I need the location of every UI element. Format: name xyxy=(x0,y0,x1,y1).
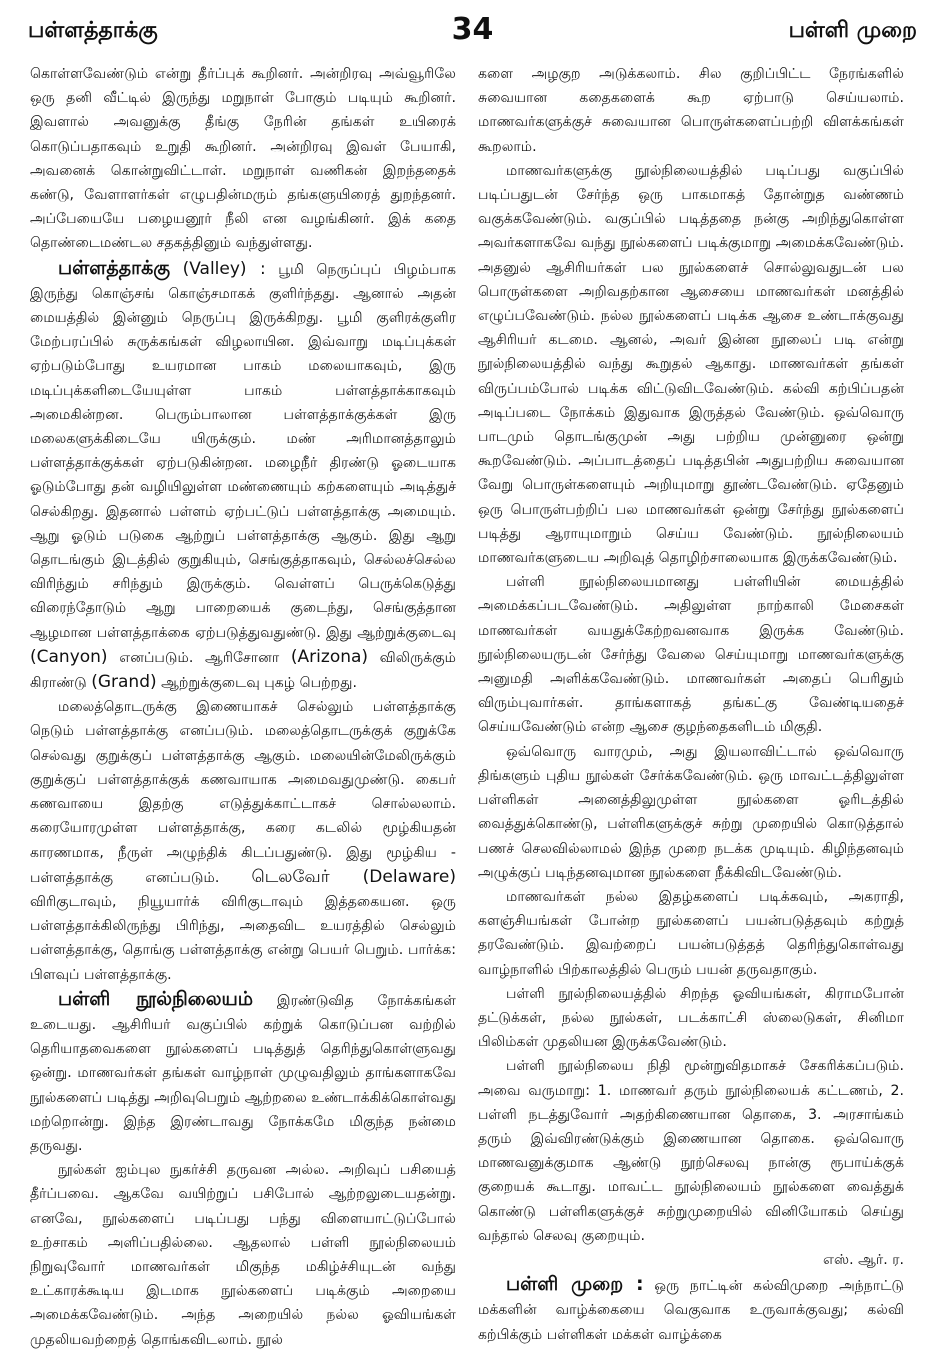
valley-text-2: எனப்படும். ஆரிசோனா xyxy=(119,649,280,666)
paragraph-library-3: களை அழகுற அடுக்கலாம். சில குறிப்பிட்ட நேரங்களில் சுவையான கதைகளைக் கூற ஏற்பாடு செய்யலாம். மாணவர்களுக்குச் சுவையான பொருள்களைப்பற்றி விளக்கங்கள் கூறலாம். xyxy=(478,66,904,155)
valley-text-4: ஆற்றுக்குடைவு புகழ் பெற்றது. xyxy=(161,675,357,692)
valley-text-1: பூமி நெருப்புப் பிழம்பாக இருந்து கொஞ்சங் கொஞ்சமாகக் குளிர்ந்தது. ஆனால் அதன் மையத்தில் இன்னும் நெருப்பு இருக்கிறது. பூமி குளிரக்குளிர மேற்பரப்பில் சுருக்கங்கள் விழலாயின. இவ்வாறு மடிப்புக்கள் ஏற்படும்போது உயரமான பாகம் மலையாகவும், இரு மடிப்புக்களிடையேயுள்ள பாகம் பள்ளத்தாக்காகவும் அமைகின்றன. பெரும்பாலான பள்ளத்தாக்குக்கள் இரு மலைகளுக்கிடையே யிருக்கும். மண் அரிமானத்தாலும் பள்ளத்தாக்குக்கள் ஏற்படுகின்றன. மழைநீர் திரண்டு ஓடையாக ஓடும்போது தன் வழியிலுள்ள மண்ணையும் கற்களையும் அடித்துச் செல்கிறது. இதனால் பள்ளம் ஏற்பட்டுப் பள்ளத்தாக்கு அமையும். ஆறு ஓடும் படுகை ஆற்றுப் பள்ளத்தாக்கு ஆகும். இது ஆறு தொடங்கும் இடத்தில் குறுகியும், செங்குத்தாகவும், செல்லச்செல்ல விரிந்தும் சரிந்தும் இருக்கும். வெள்ளப் பெருக்கெடுத்து விரைந்தோடும் ஆறு பாறையைக் குடைந்து, செங்குத்தான ஆழமான பள்ளத்தாக்கை ஏற்படுத்துவதுண்டு. இது ஆற்றுக்குடைவு xyxy=(30,261,457,641)
right-column xyxy=(478,62,904,1347)
paragraph-library-7: மாணவர்கள் நல்ல இதழ்களைப் படிக்கவும், அகராதி, களஞ்சியங்கள் போன்ற நூல்களைப் பயன்படுத்தவும் கற்றுத் தரவேண்டும். இவற்றைப் பயன்படுத்தத் தெரிந்துகொள்வது வாழ்நாளில் பிற்காலத்தில் பெரும் பயன் தருவதாகும். xyxy=(478,888,904,978)
library-text-1: இரண்டுவித நோக்கங்கள் உடையது. ஆசிரியர் வகுப்பில் கற்றுக் கொடுப்பன வற்றில் தெரியாதவைகளை நூல்களைப் படித்துத் தெரிந்துகொள்ளுவது ஒன்று. மாணவர்கள் தங்கள் வாழ்நாள் முழுவதிலும் தாங்களாகவே நூல்களைப் படித்து அறிவுபெறும் ஆற்றலை உண்டாக்கிக்கொள்வது மற்றொன்று. இந்த இரண்டாவது நோக்கமே மிகுந்த நன்மை தருவது. xyxy=(30,992,457,1154)
valley-types-text: மலைத்தொடருக்கு இணையாகச் செல்லும் பள்ளத்தாக்கு நெடும் பள்ளத்தாக்கு எனப்படும். மலைத்தொடருக்குக் குறுக்கே செல்வது குறுக்குப் பள்ளத்தாக்கு ஆகும். மலையின்மேலிருக்கும் குறுக்குப் பள்ளத்தாக்குக் கணவாயாக அமைவதுமுண்டு. கைபர் கணவாயை இதற்கு எடுத்துக்காட்டாகச் சொல்லலாம். கரையோரமுள்ள பள்ளத்தாக்கு, கரை கடலில் மூழ்கியதன் காரணமாக, நீருள் அழுந்திக் கிடப்பதுண்டு. இது மூழ்கிய - பள்ளத்தாக்கு எனப்படும். xyxy=(30,699,456,886)
paragraph-neeli-story-end: கொள்ளவேண்டும் என்று தீர்ப்புக் கூறினர். அன்றிரவு அவ்வூரிலே ஒரு தனி வீட்டில் இருந்து மறுநாள் போகும் படியும் கூறினர். இவளால் அவனுக்கு தீங்கு நேரின் தங்கள் உயிரைக் கொடுப்பதாகவும் உறுதி கூறினர். அன்றிரவு இவள் பேயாகி, அவனைக் கொன்றுவிட்டாள். மறுநாள் வணிகன் இறந்ததைக் கண்டு, வேளாளர்கள் எழுபதின்மரும் தங்களுயிரைத் துறந்தனர். அப்பேயையே பழையனூர் நீலி என வழங்கினர். இக் கதை தொண்டைமண்டல சதகத்தினும் வந்துள்ளது. xyxy=(30,66,456,252)
entry-heading-school-system: பள்ளி முறை : xyxy=(506,1273,644,1296)
paragraph-library-entry xyxy=(30,987,456,1158)
paragraph-valley-types xyxy=(30,695,456,986)
paragraph-library-6: ஒவ்வொரு வாரமும், அது இயலாவிட்டால் ஒவ்வொரு திங்களும் புதிய நூல்கள் சேர்க்கவேண்டும். ஒரு மாவட்டத்திலுள்ள பள்ளிகள் அனைத்திலுமுள்ள நூல்களை ஓரிடத்தில் வைத்துக்கொண்டு, பள்ளிகளுக்குச் சுற்று முறையில் கொடுத்தால் பணச் செலவில்லாமல் இந்த முறை நடக்க முடியும். கிழிந்தனவும் அழுக்குப் படிந்தனவுமான நூல்களை நீக்கிவிடவேண்டும். xyxy=(478,743,904,881)
paragraph-school-system-entry xyxy=(478,1272,904,1347)
author-signature: எஸ். ஆர். ர. xyxy=(822,1251,904,1268)
delaware-term: டெலவேர் (Delaware) xyxy=(251,866,457,887)
entry-heading-school-library: பள்ளி நூல்நிலையம் xyxy=(58,987,254,1010)
arizona-term: (Arizona) xyxy=(290,646,369,667)
canyon-term: (Canyon) xyxy=(30,646,108,667)
page-header xyxy=(28,12,917,50)
grand-term: (Grand) xyxy=(91,672,157,693)
paragraph-valley-entry xyxy=(30,256,456,696)
running-head-right: பள்ளி முறை xyxy=(788,18,917,43)
paragraph-library-5: பள்ளி நூல்நிலையமானது பள்ளியின் மையத்தில் அமைக்கப்படவேண்டும். அதிலுள்ள நாற்காலி மேசைகள் மாணவர்கள் வயதுக்கேற்றவனவாக இருக்க வேண்டும். நூல்நிலையருடன் சேர்ந்து வேலை செய்யுமாறு மாணவர்களுக்கு அனுமதி அளிக்கவேண்டும். மாணவர்கள் அதைப் பெரிதும் விரும்புவார்கள். தாங்களாகத் தங்கட்கு வேண்டியதைச் செய்யவேண்டும் என்ற ஆசை குழந்தைகளிடம் மிகுதி. xyxy=(478,574,904,736)
school-system-text: ஒரு நாட்டின் கல்விமுறை அந்நாட்டு மக்களின் வாழ்க்கையை வெகுவாக உருவாக்குவது; கல்வி கற்பிக்கும் பள்ளிகள் மக்கள் வாழ்க்கை xyxy=(478,1278,904,1343)
left-column xyxy=(30,62,456,1352)
entry-heading-valley-english: (Valley) : xyxy=(182,258,266,279)
paragraph-library-8: பள்ளி நூல்நிலையத்தில் சிறந்த ஓவியங்கள், கிராமபோன் தட்டுக்கள், நல்ல நூல்கள், படக்காட்சி ஸ்லைடுகள், சினிமா பிலிம்கள் முதலியன இருக்கவேண்டும். xyxy=(478,985,904,1051)
paragraph-library-9 xyxy=(478,1054,904,1272)
running-head-left: பள்ளத்தாக்கு xyxy=(28,18,158,43)
paragraph-library-2: நூல்கள் ஐம்புல நுகர்ச்சி தருவன அல்ல. அறிவுப் பசியைத் தீர்ப்பவை. ஆகவே வயிற்றுப் பசிபோல் ஆற்றலுடையதன்று. எனவே, நூல்களைப் படிப்பது பந்து விளையாட்டுப்போல் உற்சாகம் அளிப்பதில்லை. ஆதலால் பள்ளி நூல்நிலையம் நிறுவுவோர் மாணவர்கள் மிகுந்த மகிழ்ச்சியுடன் வந்து உட்காரக்கூடிய இடமாக நூல்களைப் படிக்கும் அறையை அமைக்கவேண்டும். அந்த அறையில் நல்ல ஓவியங்கள் முதலியவற்றைத் தொங்கவிடலாம். நூல் xyxy=(30,1162,456,1348)
paragraph-library-4: மாணவர்களுக்கு நூல்நிலையத்தில் படிப்பது வகுப்பில் படிப்பதுடன் சேர்ந்த ஒரு பாகமாகத் தோன்றுத வண்ணம் வகுக்கவேண்டும். வகுப்பில் படித்ததை நன்கு அறிந்துகொள்ள அவர்களாகவே வந்து நூல்களைப் படிக்குமாறு அமைக்கவேண்டும். அதனுல் ஆசிரியர்கள் பல நூல்களைச் சொல்லுவதுடன் பல பொருள்களை அறிவதற்கான ஆசையை மாணவர்கள் மனத்தில் எழுப்பவேண்டும். நல்ல நூல்களைப் படிக்க ஆசை உண்டாக்குவது ஆசிரியர் கடமை. ஆனல், அவர் இன்ன நூலைப் படி என்று நூல்நிலையத்தில் வந்து கூறுதல் ஆகாது. மாணவர்கள் தங்கள் விருப்பம்போல் படிக்க விட்டுவிடவேண்டும். கல்வி கற்பிப்பதன் அடிப்படை நோக்கம் இதுவாக இருத்தல் வேண்டும். ஒவ்வொரு பாடமும் தொடங்குமுன் அது பற்றிய முன்னுரை ஒன்று கூறவேண்டும். அப்பாடத்தைப் படித்தபின் அதுபற்றிய சுவையான வேறு பொருள்களையும் அறியுமாறு தூண்டவேண்டும். ஏதேனும் ஒரு பொருள்பற்றிப் பல மாணவர்கள் ஒன்று சேர்ந்து நூல்களைப் படித்து ஆராயுமாறும் செய்ய வேண்டும். நூல்நிலையம் மாணவர்களுடைய அறிவுத் தொழிற்சாலையாக இருக்கவேண்டும். xyxy=(478,162,904,567)
library-funding-text: பள்ளி நூல்நிலைய நிதி மூன்றுவிதமாகச் சேகரிக்கப்படும். அவை வருமாறு: 1. மாணவர் தரும் நூல்நிலையக் கட்டணம், 2. பள்ளி நடத்துவோர் அதற்கிணையான தொகை, 3. அரசாங்கம் தரும் இவ்விரண்டுக்கும் இணையான தொகை. ஒவ்வொரு மாணவனுக்குமாக ஆண்டு நூற்செலவு நான்கு ரூபாய்க்குக் குறையக் கூடாது. மாவட்ட நூல்நிலையம் நூல்களை வைத்துக் கொண்டு பள்ளிகளுக்குச் சுற்றுமுறையில் வினியோகம் செய்து வந்தால் செலவு குறையும். xyxy=(478,1058,904,1244)
valley-text-3: விலிருக்கும் கிராண்டு xyxy=(30,649,457,692)
page-number: 34 xyxy=(451,12,494,47)
valley-types-text-2: விரிகுடாவும், நியூயார்க் விரிகுடாவும் இத்தகையன. ஒரு பள்ளத்தாக்கிலிருந்து பிரிந்து, அதைவிட உயரத்தில் செல்லும் பள்ளத்தாக்கு, தொங்கு பள்ளத்தாக்கு என்று பெயர் பெறும். பார்க்க: பிளவுப் பள்ளத்தாக்கு. xyxy=(30,893,456,983)
entry-heading-valley: பள்ளத்தாக்கு xyxy=(58,256,171,279)
